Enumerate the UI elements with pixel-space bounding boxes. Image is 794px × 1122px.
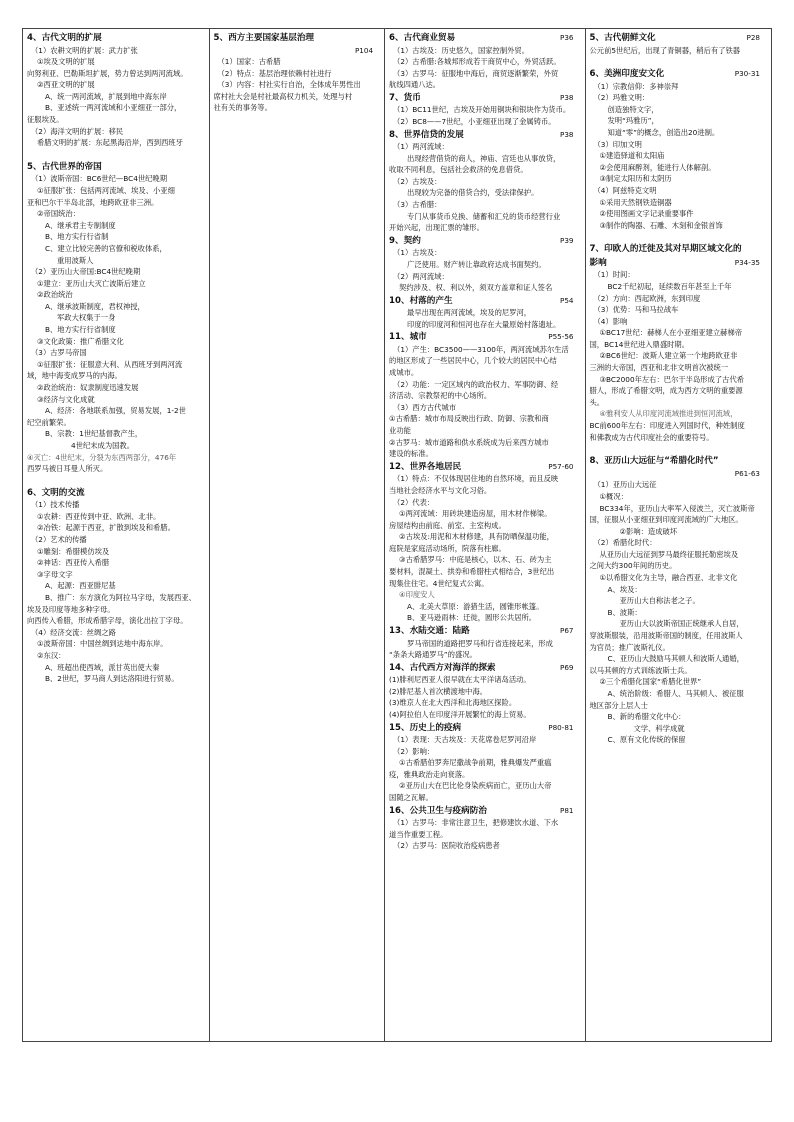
note-line: B、波斯： [607, 607, 642, 617]
note-line: 亚历山大自称法老之子。 [619, 596, 700, 606]
note-line: 业功能 [389, 426, 411, 436]
page-reference: P80-81 [548, 722, 574, 732]
section-heading [389, 722, 581, 735]
note-line: 以马其顿的方式训练波斯士兵。 [589, 665, 692, 675]
note-line: （2）亚历山大帝国:BC4世纪晚期 [31, 267, 141, 277]
section-heading [389, 662, 581, 675]
note-line: ①建立：亚历山大灭亡波斯后建立 [37, 278, 146, 288]
page-reference: P81 [560, 805, 574, 815]
section-heading [389, 235, 581, 248]
note-line: 庭院是家庭活动场所，院落有柱廊。 [389, 543, 506, 553]
note-line: （1）特点：不仅体现居住地的自然环境，而且反映 [393, 474, 559, 484]
note-line: ①以希腊文化为主导，融合西亚、北非文化 [599, 573, 738, 583]
note-line: 西罗马被日耳曼人所灭。 [27, 464, 108, 474]
note-line: ③文化政策：推广希腊文化 [37, 336, 124, 346]
note-line: ④灭亡：4世纪末，分裂为东西两部分，476年 [27, 452, 177, 462]
note-line: ③BC2000年左右：巴尔干半岛形成了古代希 [599, 374, 745, 384]
section-heading [389, 331, 581, 344]
note-line: A、北美大草原：游猎生活，圆锥形帐篷。 [407, 601, 544, 611]
note-line: A、起源：西亚腓尼基 [45, 581, 116, 591]
note-line: （2）特点：基层治理依赖村社进行 [217, 68, 332, 78]
note-line: A、经济：各地联系加强，贸易发展，1-2世 [45, 406, 186, 416]
section-heading [389, 129, 581, 142]
note-line: ④印度安人 [399, 590, 435, 600]
note-line: C、建立比较完善的官僚和税收体系， [45, 243, 167, 253]
note-line: BC334年，亚历山大率军入侵波兰，灭亡波斯帝 [599, 503, 755, 513]
column-1 [23, 29, 210, 1041]
page-reference: P57-60 [548, 461, 574, 471]
note-line: 国，征服从小亚细亚到印度河流域的广大地区。 [589, 515, 743, 525]
section-title: 7、货币 [389, 92, 421, 103]
note-line: BC2千纪初起，延续数百年甚至上千年 [607, 281, 732, 291]
note-line: （2）海洋文明的扩展：移民 [31, 126, 124, 136]
section-title: 14、古代西方对海洋的探索 [389, 662, 496, 673]
note-line: （3）优势：马和马拉战车 [593, 305, 679, 315]
note-line: 疫，雅典政治走向衰落。 [389, 769, 470, 779]
note-line: 纪空前繁荣。 [27, 417, 71, 427]
section-title: 11、城市 [389, 332, 427, 343]
note-line: 亚和巴尔干半岛北部，地跨欧亚非三洲。 [27, 197, 159, 207]
note-line: （3）印加文明 [593, 139, 642, 149]
column-3 [385, 29, 585, 1041]
note-line: 建设的标准。 [389, 449, 433, 459]
note-line: 航线四通八达。 [389, 80, 441, 90]
note-line: ②亚历山大在巴比伦身染疾病而亡，亚历山大帝 [399, 781, 552, 791]
note-line: ③经济与文化成就 [37, 394, 95, 404]
page-reference: P34-35 [734, 257, 760, 267]
note-line: 文学、科学成就 [633, 723, 685, 733]
section-heading [214, 32, 382, 45]
note-line: 出现较为完备的借贷合约，受法律保护。 [407, 188, 539, 198]
section-heading [389, 461, 581, 474]
note-line: （1）两河流域： [393, 142, 449, 152]
section-title: 13、水陆交通：陆路 [389, 626, 470, 637]
section-title: 8、亚历山大远征与“希腊化时代” [589, 456, 719, 467]
note-line: 道当作重要工程。 [389, 829, 448, 839]
note-line: 广泛使用。财产转让靠政府达成书面契约。 [407, 259, 546, 269]
note-line: B、亚述统一两河流域和小亚细亚一部分， [45, 103, 182, 113]
note-line: 希腊文明的扩展：东起黑海沿岸，西到西班牙 [37, 138, 183, 148]
note-line: ①建造驿道和太阳庙 [599, 151, 665, 161]
note-line: ③古希腊罗马：中庭是核心，以木、石、砖为主 [399, 555, 552, 565]
section-heading [27, 487, 206, 500]
note-line: ②东汉： [37, 651, 66, 660]
section-heading [27, 32, 206, 45]
note-line: ①埃及文明的扩展 [37, 57, 95, 67]
note-line: （1）古罗马：非常注意卫生，把修建饮水道、下水 [393, 818, 559, 828]
note-line: ①雕刻：希腊模仿埃及 [37, 546, 110, 556]
note-line: （1）表现：天古埃及：天花席卷尼罗河沿岸 [393, 735, 537, 745]
section-title: 16、公共卫生与疫病防治 [389, 805, 487, 816]
note-line: 成城市。 [389, 368, 419, 378]
note-line: （4）经济交流：丝绸之路 [31, 627, 116, 637]
section-title: 15、历史上的疫病 [389, 722, 462, 733]
page-reference: P67 [560, 626, 574, 636]
note-line: 重用波斯人 [57, 255, 94, 265]
note-line: 公元前5世纪后，出现了青铜器，稍后有了铁器 [589, 45, 741, 55]
note-line: （1）宗教信仰：多神崇拜 [593, 81, 679, 91]
section-heading [590, 243, 769, 256]
note-line: ①两河流域：用砖块建造房屋，用木材作梯梁。 [399, 509, 552, 519]
page-reference: P69 [560, 662, 574, 672]
note-line: 地区部分上层人士 [589, 700, 648, 710]
note-line: （4）影响 [593, 316, 628, 326]
note-line: A、班超出使西域，派甘英出使大秦 [45, 662, 160, 672]
note-line: （2）玛雅文明： [593, 93, 650, 103]
note-line: （1）国家：古希腊 [217, 57, 281, 67]
section-heading [590, 32, 769, 45]
note-line: ③字母文字 [37, 569, 73, 579]
note-line: ②政治统治：奴隶制度迅速发展 [37, 383, 139, 393]
note-line: ②古罗马：城市道路和供水系统成为后来西方城市 [389, 437, 549, 447]
section-heading [389, 92, 581, 105]
note-line: （2）艺术的传播 [31, 535, 87, 545]
note-line: ①农耕：西亚传到中亚、欧洲、北非。 [37, 511, 161, 521]
note-line: ②帝国统治： [37, 209, 81, 219]
note-line: C、原有文化传统的保留 [607, 735, 686, 745]
note-line: 穿波斯服装，沿用波斯帝国的制度，任用波斯人 [589, 631, 743, 641]
note-line: ①采用天然钢铁造铜器 [599, 197, 672, 207]
section-title: 12、世界各地居民 [389, 461, 462, 472]
note-line: 从亚历山大远征到罗马最终征服托勒密埃及 [599, 549, 739, 559]
note-line: 开始兴起，出现汇票的雏形。 [389, 223, 484, 233]
section-heading [389, 625, 581, 638]
note-line: 专门从事货币兑换、储蓄和汇兑的货币经营行业 [407, 211, 561, 221]
note-line: 头。 [589, 397, 605, 407]
section-title: 6、文明的交流 [27, 487, 85, 498]
summary-sheet [22, 28, 772, 1042]
note-line: 4世纪末成为国教。 [71, 441, 135, 450]
note-line: ②神话：西亚传入希腊 [37, 558, 110, 568]
note-line: （1）亚历山大远征 [593, 480, 657, 490]
page-reference: P38 [560, 129, 574, 139]
note-line: ①古希腊伯罗奔尼撒战争前期，雅典爆发严重瘟 [399, 758, 552, 768]
page-reference: P104 [354, 45, 374, 55]
note-line: 社有关的事务等。 [213, 103, 272, 113]
note-line: 当地社会经济水平与文化习俗。 [389, 485, 492, 495]
page-reference: P30-31 [734, 69, 760, 79]
note-line: （3）内容：村社实行自治，全体成年男性出 [217, 80, 361, 90]
note-line: （1）BC11世纪，古埃及开始用铜块和银块作为货币。 [393, 105, 571, 115]
column-4 [586, 29, 772, 1041]
note-line: A、埃及： [607, 584, 642, 594]
note-line: （2）古希腊:各城邦形成若干商贸中心，外贸活跃。 [393, 57, 561, 67]
note-line: 腊人，形成了希腊文明，成为西方文明的重要源 [589, 386, 743, 396]
note-line: 之间大约300年间的历史。 [589, 561, 677, 571]
note-line: 出现经营借贷的商人，神庙、宫廷也从事放贷， [407, 153, 561, 163]
note-line: ②政治统治 [37, 290, 73, 300]
spacer [590, 56, 769, 67]
section-title: 7、印欧人的迁徙及其对早期区域文化的 [589, 244, 742, 255]
section-title: 8、世界信贷的发展 [389, 129, 464, 140]
section-title: 5、古代朝鲜文化 [589, 33, 656, 43]
page-reference: P39 [560, 235, 574, 245]
page-reference: P38 [560, 92, 574, 102]
note-line: 的地区形成了一些居民中心，几个较大的居民中心结 [389, 356, 557, 366]
section-title: 4、古代文明的扩展 [27, 33, 102, 43]
note-line: （2）BC8——7世纪，小亚细亚出现了金属铸币。 [393, 116, 556, 126]
note-line: 国随之瓦解。 [389, 793, 433, 803]
note-line: ②冶铁：起源于西亚，扩散到埃及和希腊。 [37, 523, 175, 533]
note-line: 罗马帝国的道路把罗马和行省连接起来，形成 [407, 638, 553, 648]
note-line: “条条大路通罗马”的盛况。 [389, 650, 477, 660]
note-line: ②使用图画文字记录重要事件 [599, 209, 694, 219]
section-heading [389, 32, 581, 45]
note-line: （2）方向：西起欧洲，东到印度 [593, 293, 701, 303]
section-title: 10、村落的产生 [389, 295, 453, 306]
note-line: 收取不同利息，包括社会救济的免息借贷。 [389, 165, 528, 175]
note-line: （2）影响： [393, 746, 435, 756]
note-line: （3）西方古代城市 [393, 402, 457, 412]
note-line: A、统一两河流域，扩展到地中海东岸 [45, 91, 167, 101]
note-line: 和佛教成为古代印度社会的重要符号。 [589, 432, 714, 442]
note-line: (3)维京人在北大西洋和北海地区探险。 [389, 698, 517, 708]
note-line: B、地方实行行省制 [45, 232, 109, 242]
note-line: (4)阿拉伯人在印度洋开展繁忙的海上贸易。 [389, 710, 531, 719]
note-line: ①波斯帝国：中国丝绸到达地中海东岸。 [37, 639, 168, 649]
note-line: （1）产生：BC3500——3100年，两河流域苏尔生活 [393, 344, 569, 354]
note-line: 为官员；推广波斯礼仪。 [589, 642, 670, 652]
note-line: 印度的印度河和恒河也存在大量原始村落遗址。 [407, 319, 561, 329]
note-line: B、地方实行行省制度 [45, 325, 116, 335]
note-line: B、亚马逊雨林：迁徙，圆形公共居所。 [407, 613, 537, 623]
section-heading [590, 68, 769, 81]
spacer [590, 231, 769, 242]
note-line: 埃及及印度等地多种字母。 [27, 604, 115, 614]
note-line: (2)腓尼基人首次横渡地中海。 [389, 686, 487, 696]
note-line: （1）技术传播 [31, 500, 80, 510]
note-line: ②西亚文明的扩展 [37, 80, 95, 90]
note-line: （2）希腊化时代： [593, 538, 657, 548]
note-line: ③制定太阳历和太阴历 [599, 174, 672, 184]
note-line: 席村社大会是村社最高权力机关，处理与村 [213, 91, 353, 101]
note-line: B、新的希腊文化中心： [607, 712, 686, 722]
note-line: 向西传入希腊，形成希腊字母，演化出拉丁字母。 [27, 616, 188, 626]
note-line: A、继承波斯制度，君权神授， [45, 301, 145, 311]
note-line: 军政大权集于一身 [57, 313, 116, 323]
note-line: ②BC6世纪：波斯人建立第一个地跨欧亚非 [599, 351, 738, 361]
note-line: （3）古罗马帝国 [31, 348, 87, 358]
note-line: （2）古罗马：医院收治疫病患者 [393, 841, 500, 851]
note-line: 契约涉及、权、利以外，须双方盖章和证人签名 [399, 283, 553, 293]
note-line: 发明“玛雅历”， [607, 116, 659, 126]
page-reference: P36 [560, 33, 574, 42]
note-line: 向努利亚、巴勒斯坦扩展，势力曾达到两河流域。 [27, 68, 188, 78]
note-line: ①古希腊：城市布局反映出行政、防御、宗教和商 [389, 414, 549, 424]
note-line: 最早出现在两河流域，埃及的尼罗河， [407, 308, 532, 318]
page-reference: P28 [746, 33, 760, 42]
note-line: (1)腓利尼西亚人很早就在太平洋诸岛活动。 [389, 675, 531, 685]
note-line: B、2世纪，罗马商人到达洛阳进行贸易。 [45, 674, 179, 684]
note-line: BC前600年左右：印度进入列国时代，种姓制度 [589, 421, 745, 431]
note-line: 三洲的大帝国，西亚和北非文明首次被统一 [589, 363, 729, 373]
section-title: 6、古代商业贸易 [389, 33, 456, 43]
note-line: 知道“零”的概念，创造出20进制。 [607, 127, 720, 137]
note-line: （1）波斯帝国：BC6世纪—BC4世纪晚期 [31, 174, 168, 184]
note-line: B、宗教：1世纪基督教产生， [45, 429, 143, 439]
note-line: （1）农耕文明的扩展：武力扩张 [31, 45, 138, 55]
note-line: （1）时间： [593, 270, 635, 280]
note-line: 要材料，混凝土、拱券和希腊柱式相结合，3世纪出 [389, 567, 555, 577]
section-heading [590, 455, 769, 468]
note-line: ②影响：造成破坏 [619, 526, 678, 536]
spacer [27, 475, 206, 486]
note-line: （3）古希腊： [393, 200, 442, 210]
note-line: 域，地中海变成罗马的内海。 [27, 371, 122, 381]
note-line: B、推广：东方演化为阿拉马字母，发展西亚、 [45, 593, 196, 603]
section-heading [590, 257, 769, 270]
column-2 [210, 29, 386, 1041]
section-title: 5、西方主要国家基层治理 [213, 33, 315, 43]
page-reference: P54 [560, 295, 574, 305]
note-line: ②三个希腊化国家“希腊化世界” [599, 677, 702, 687]
note-line: 房屋结构由前庭、前室、主室构成。 [389, 520, 506, 530]
note-line: （4）阿兹特克文明 [593, 185, 657, 195]
note-line: A、统治阶级：希腊人、马其顿人、被征服 [607, 689, 744, 698]
section-heading [27, 161, 206, 174]
note-line: （1）古埃及： [393, 248, 442, 258]
note-line: ②会使用麻醉剂，能进行人体解剖。 [599, 162, 716, 172]
note-line: ①征服扩张：征服意大利、从西班牙到两河流 [37, 359, 183, 369]
note-line: （2）功能：一定区域内的政治权力、军事防御、经 [393, 379, 559, 389]
note-line: ①BC17世纪：赫梯人在小亚细亚建立赫梯帝 [599, 328, 743, 338]
section-title: 6、美洲印度安文化 [589, 69, 665, 80]
note-line: A、继承君主专制制度 [45, 220, 116, 230]
note-line: C、亚历山大鼓励马其顿人和波斯人通婚， [607, 654, 744, 664]
section-title: 影响 [589, 257, 607, 268]
note-line: （3）古罗马：征服地中海后，商贸逐渐繁荣，外贸 [393, 68, 559, 78]
section-heading [389, 295, 581, 308]
note-line: ③制作的陶器、石雕、木刻和金银首饰 [599, 220, 723, 230]
note-line: （2）两河流域： [393, 271, 449, 281]
note-line: 国，BC14世纪进入鼎盛时期。 [589, 339, 690, 349]
note-line: 亚历山大以波斯帝国正统继承人自居， [619, 619, 744, 629]
page-reference: P55-56 [548, 332, 574, 342]
spacer [590, 443, 769, 454]
note-line: ①概况： [599, 491, 628, 501]
page-reference: P61-63 [734, 468, 760, 478]
note-line: 创造独特文字， [607, 104, 659, 114]
note-line: 征服埃及。 [27, 115, 64, 125]
section-title: 5、古代世界的帝国 [27, 161, 102, 172]
section-heading [389, 805, 581, 818]
note-line: ④雅利安人从印度河流域推进到恒河流域， [599, 409, 738, 419]
note-line: ②古埃及:用泥和木材修建，具有防晒保温功能， [399, 532, 554, 542]
section-title: 9、契约 [389, 235, 421, 246]
note-line: 济活动、宗教祭祀的中心场所。 [389, 391, 492, 401]
spacer [27, 149, 206, 160]
note-line: （2）古埃及： [393, 176, 442, 186]
note-line: ①征服扩张：包括两河流域、埃及、小亚细 [37, 185, 175, 195]
note-line: （1）古埃及：历史悠久，国家控制外贸。 [393, 45, 530, 55]
note-line: 现集住住宅。4世纪复式公寓。 [389, 578, 489, 588]
note-line: （2）代表： [393, 497, 435, 507]
